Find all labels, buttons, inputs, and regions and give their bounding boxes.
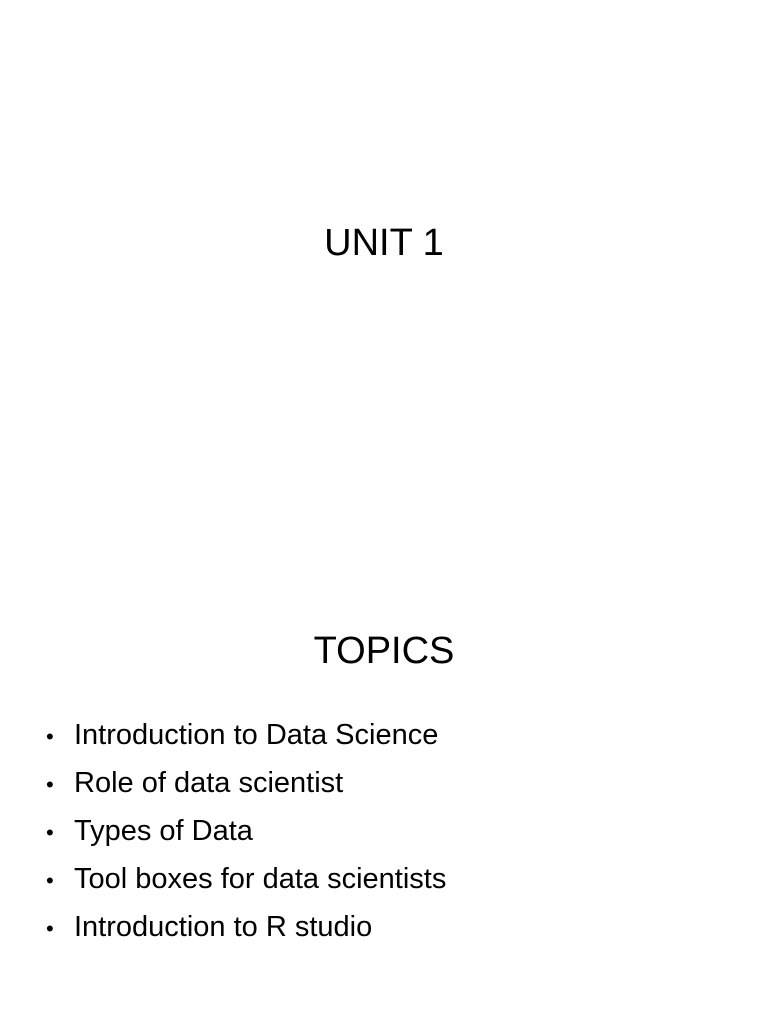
slide-topics (0, 512, 768, 1024)
topic-item (46, 814, 446, 862)
topic-item-label: Introduction to R studio (74, 911, 373, 943)
bullet-icon: • (46, 868, 54, 893)
topic-list (46, 718, 446, 958)
slide-title-unit: UNIT 1 (324, 222, 444, 264)
bullet-icon: • (46, 724, 54, 749)
slide-title-topics: TOPICS (313, 630, 455, 672)
topic-item (46, 862, 446, 910)
topic-item-label: Tool boxes for data scientists (74, 863, 447, 895)
topic-item (46, 766, 446, 814)
topic-item-label: Introduction to Data Science (74, 719, 439, 751)
topic-item-label: Types of Data (74, 815, 253, 847)
topic-item (46, 718, 446, 766)
topic-item-label: Role of data scientist (74, 767, 344, 799)
bullet-icon: • (46, 772, 54, 797)
bullet-icon: • (46, 820, 54, 845)
topic-item (46, 910, 446, 958)
bullet-icon: • (46, 916, 54, 941)
